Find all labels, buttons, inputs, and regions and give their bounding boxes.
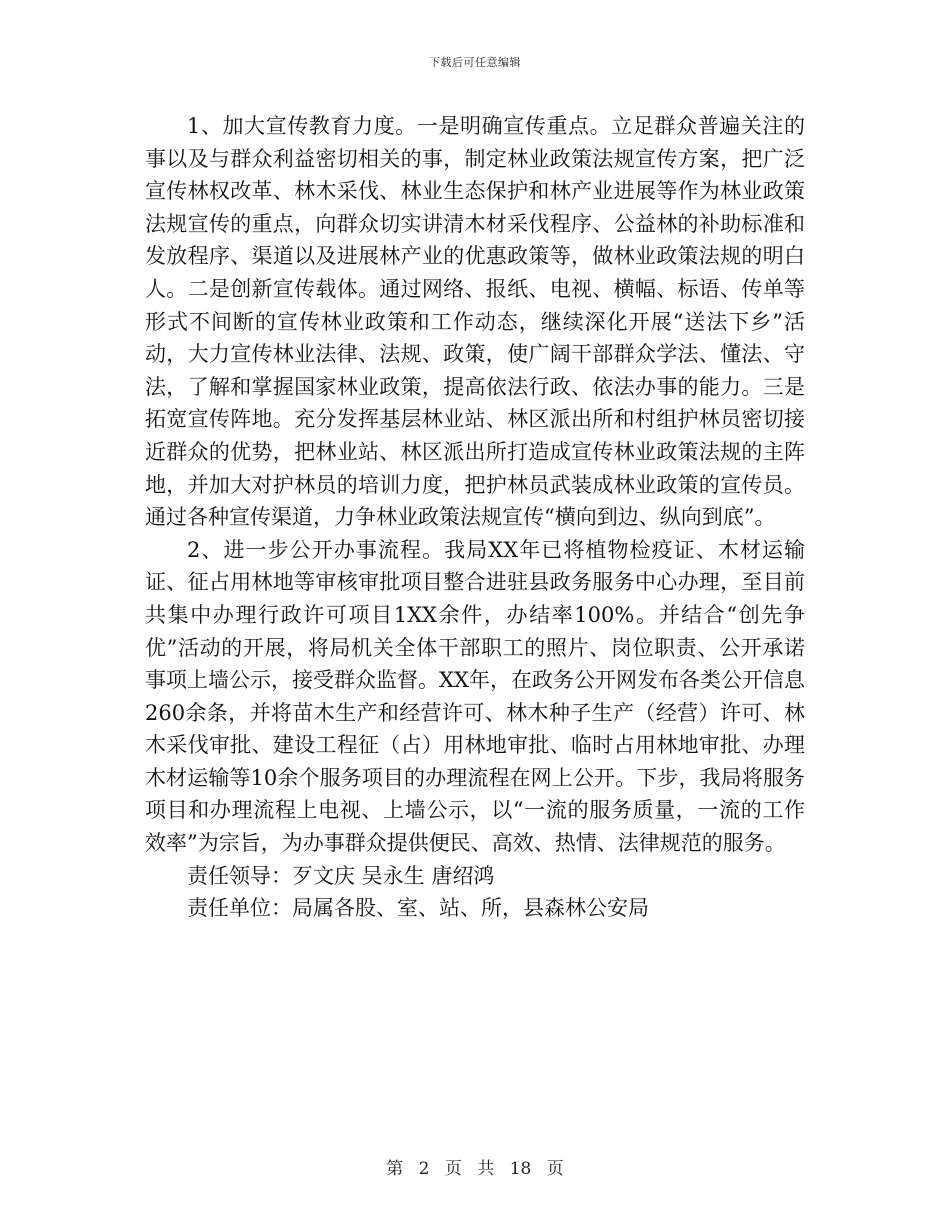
responsible-units: 责任单位：局属各股、室、站、所，县森林公安局 — [187, 896, 649, 921]
responsible-leaders: 责任领导：歹文庆 吴永生 唐绍鸿 — [187, 863, 495, 888]
footer-prefix: 第 — [386, 1159, 404, 1179]
paragraph-publicity-education: 1、加大宣传教育力度。一是明确宣传重点。立足群众普遍关注的事以及与群众利益密切相关的事，制定林业政策法规宣传方案，把广泛宣传林权改革、林木采伐、林业生态保护和林产业进展等作为林业政策法规宣传的重点，向群众切实讲清木材采伐程序、公益林的补助标准和发放程序、渠道以及进展林产业的优惠政策等，做林业政策法规的明白人。二是创新宣传载体。通过网络、报纸、电视、横幅、标语、传单等形式不间断的宣传林业政策和工作动态，继续深化开展“送法下乡”活动，大力宣传林业法律、法规、政策，使广阔干部群众学法、懂法、守法，了解和掌握国家林业政策，提高依法行政、依法办事的能力。三是拓宽宣传阵地。充分发挥基层林业站、林区派出所和村组护林员密切接近群众的优势，把林业站、林区派出所打造成宣传林业政策法规的主阵地，并加大对护林员的培训力度，把护林员武装成林业政策的宣传员。通过各种宣传渠道，力争林业政策法规宣传“横向到边、纵向到底”。 — [145, 114, 805, 530]
footer-page-word: 页 — [444, 1159, 462, 1179]
page-footer — [0, 1154, 950, 1179]
footer-suffix: 页 — [546, 1159, 564, 1179]
document-body — [145, 110, 805, 925]
footer-current-page: 2 — [418, 1159, 430, 1179]
footer-total-pages: 18 — [509, 1159, 532, 1179]
paragraph-open-procedures: 2、进一步公开办事流程。我局XX年已将植物检疫证、木材运输证、征占用林地等审核审批项目整合进驻县政务服务中心办理，至目前共集中办理行政许可项目1XX余件，办结率100%。并结合“创先争优”活动的开展，将局机关全体干部职工的照片、岗位职责、公开承诺事项上墙公示，接受群众监督。XX年，在政务公开网发布各类公开信息260余条，并将苗木生产和经营许可、林木种子生产（经营）许可、林木采伐审批、建设工程征（占）用林地审批、临时占用林地审批、办理木材运输等10余个服务项目的办理流程在网上公开。下步，我局将服务项目和办理流程上电视、上墙公示，以“一流的服务质量，一流的工作效率”为宗旨，为办事群众提供便民、高效、热情、法律规范的服务。 — [145, 537, 805, 856]
footer-total-word: 共 — [477, 1159, 495, 1179]
page-header: 下载后可任意编辑 — [429, 56, 521, 69]
